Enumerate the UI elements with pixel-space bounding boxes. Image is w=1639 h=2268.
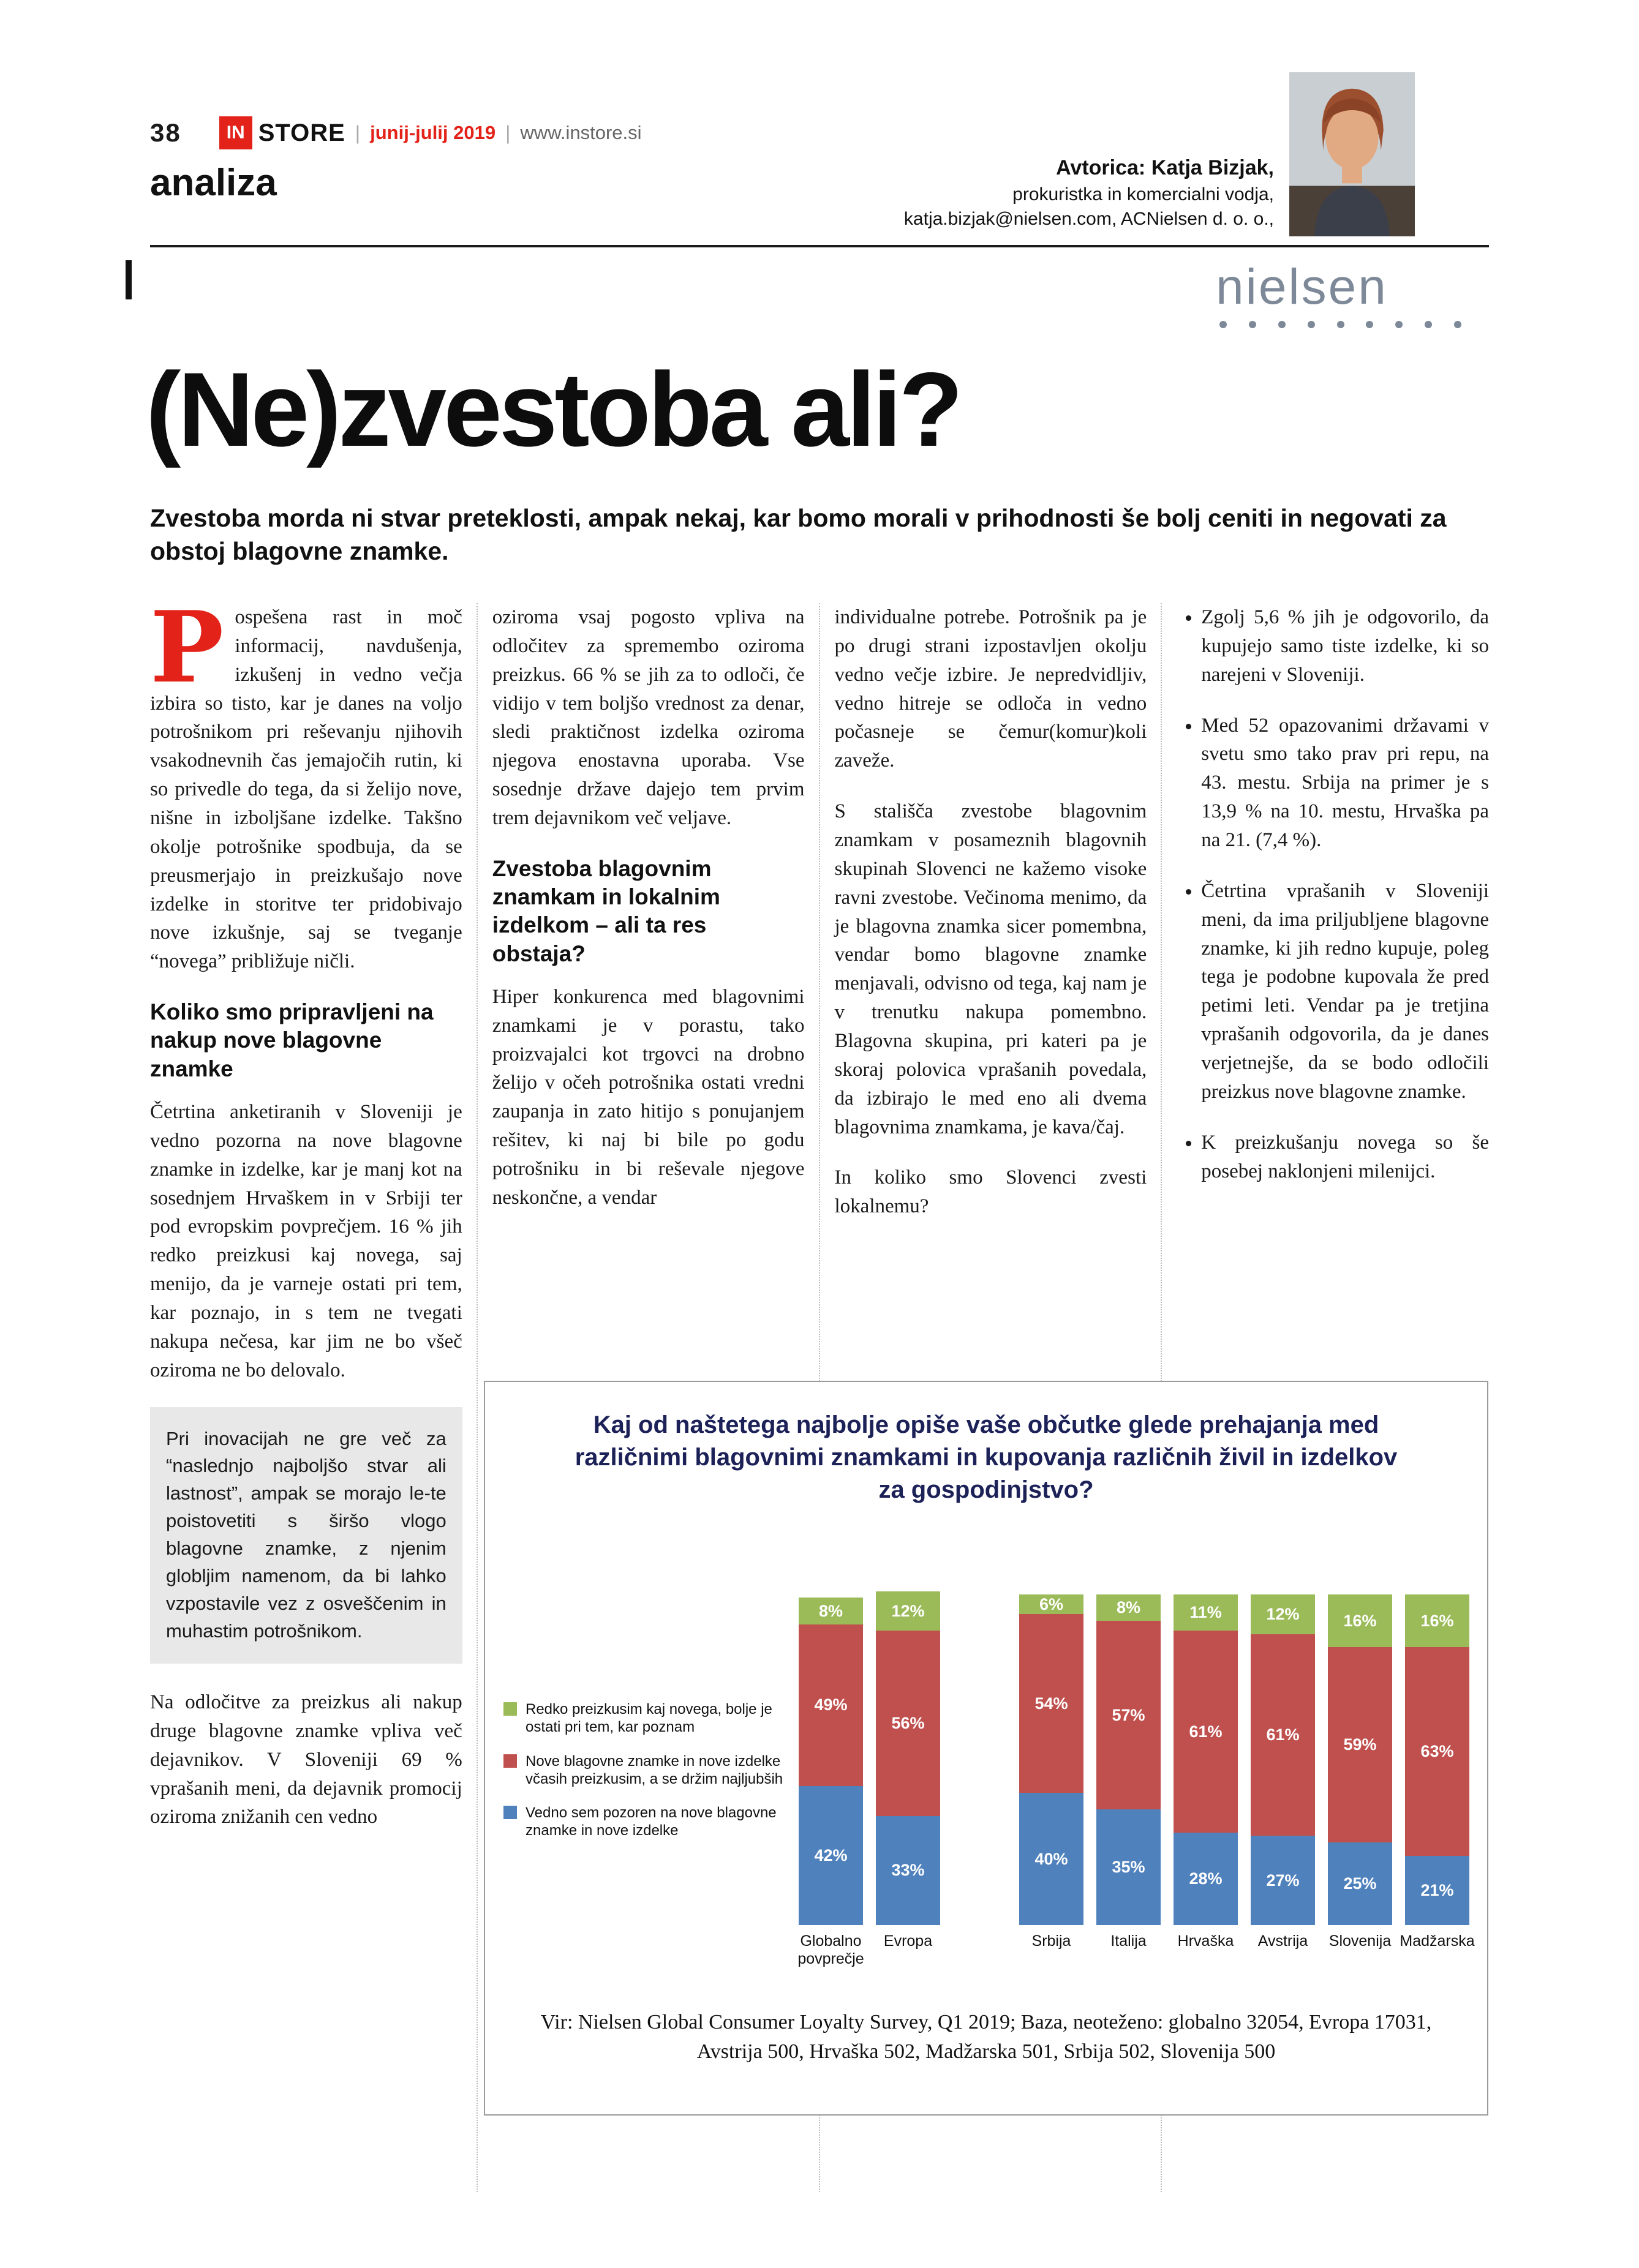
header-rule <box>150 245 1489 247</box>
legend-item <box>503 1752 793 1789</box>
bar-5 <box>1174 1594 1238 1989</box>
bar-value-label: 35% <box>1112 1858 1145 1876</box>
list-item: • K preizkušanju novega so še posebej naklonjeni milenijci. <box>1201 1128 1489 1186</box>
bar-7 <box>1328 1594 1392 1989</box>
nielsen-wordmark: nielsen <box>1216 259 1388 315</box>
bar-segment <box>1405 1594 1469 1647</box>
bar-stack <box>799 1598 863 1925</box>
chart-source: Vir: Nielsen Global Consumer Loyalty Survey, Q1 2019; Baza, neoteženo: globalno 32054, Evropa 17031, Avstrija 500, Hrvaška 502, Madžarska 501, Srbija 502, Slovenija 500 <box>540 2011 1432 2063</box>
section-label: analiza <box>150 162 277 204</box>
bar-stack <box>1405 1594 1469 1925</box>
legend-item <box>503 1804 793 1840</box>
drop-cap: P <box>150 590 224 705</box>
bar-value-label: 21% <box>1420 1880 1454 1899</box>
bar-value-label: 42% <box>814 1846 848 1865</box>
author-photo-image <box>1289 72 1415 236</box>
bar-segment <box>799 1786 863 1925</box>
page-header <box>150 116 642 149</box>
bar-segment <box>1096 1594 1161 1621</box>
website-url: www.instore.si <box>520 122 642 143</box>
bar-segment <box>1019 1793 1083 1925</box>
bar-segment <box>1405 1856 1469 1925</box>
bar-category-label: Globalno povprečje <box>797 1932 864 1967</box>
bar-stack <box>1328 1594 1392 1925</box>
bar-3 <box>1019 1594 1083 1989</box>
paragraph: Četrtina anketiranih v Sloveniji je vedno pozorna na nove blagovne znamke in izdelke, kar je manj kot na sosednjem Hrvaškem in v Srbiji ter pod evropskim povprečjem. 16 % jih redko preizkusi kaj novega, saj menijo, da je varneje ostati pri tem, kar poznajo, in s tem ne tvegati nakupa nečesa, kar jim ne bo všeč oziroma ne bo delovalo. <box>150 1100 462 1381</box>
legend-swatch-icon <box>503 1754 517 1768</box>
bar-category-label: Slovenija <box>1328 1932 1392 1950</box>
bar-segment <box>1019 1614 1083 1793</box>
article-headline: (Ne)zvestoba ali? <box>146 351 960 469</box>
paragraph: Hiper konkurenca med blagovnimi znamkami je v porastu, tako proizvajalci kot trgovci na drobno želijo v očeh potrošnika ostati vredni zaupanja in zato hitijo s ponujanjem rešitev, ki naj bi bile po godu potrošniku in bi reševale njegove neskončne, a vendar <box>492 985 805 1209</box>
bar-stack <box>1096 1594 1161 1925</box>
bar-2 <box>876 1591 940 1989</box>
bar-stack <box>1174 1594 1238 1925</box>
bar-value-label: 61% <box>1266 1725 1300 1744</box>
bar-value-label: 8% <box>1116 1598 1141 1617</box>
legend-item <box>503 1700 793 1737</box>
bullet-list <box>1177 603 1489 1185</box>
bar-segment <box>876 1631 940 1816</box>
bar-value-label: 12% <box>1266 1604 1300 1623</box>
instore-logo-text: STORE <box>258 119 345 146</box>
bar-stack <box>876 1591 940 1925</box>
bar-segment <box>1096 1809 1161 1925</box>
list-item: • Četrtina vprašanih v Sloveniji meni, da ima priljubljene blagovne znamke, ki jih redno kupuje, poleg tega je podobne kupovala že pred petimi leti. Vendar pa je tretjina vprašanih odgovorila, da je danes verjetnejše, da se bodo odločili preizkus nove blagovne znamke. <box>1201 877 1489 1106</box>
header-divider: | <box>355 121 361 144</box>
bar-segment <box>1019 1594 1083 1614</box>
bar-category-label: Evropa <box>883 1932 933 1950</box>
legend-label: Vedno sem pozoren na nove blagovne znamke in nove izdelke <box>526 1804 777 1839</box>
nielsen-dots-icon <box>1219 321 1461 328</box>
instore-logo-icon: IN <box>219 116 252 149</box>
list-item: • Med 52 opazovanimi državami v svetu smo tako prav pri repu, na 43. mestu. Srbija na primer je s 13,9 % na 10. mestu, Hrvaška pa na 21. (7,4 %). <box>1201 712 1489 855</box>
paragraph: S stališča zvestobe blagovnim znamkam v posameznih blagovnih skupinah Slovenci ne kažemo visoke ravni zvestobe. Večinoma menimo, da je blagovna znamka sicer pomembna, vendar bomo blagovne znamke menjavali, odvisno od tega, kaj nam je v trenutku nakupa pomembno. Blagovna skupina, pri kateri pa je skoraj polovica vprašanih povedala, da izbirajo le med eno ali dvema blagovnima znamkama, je kava/čaj. <box>834 800 1147 1138</box>
bar-8 <box>1400 1594 1475 1989</box>
bar-4 <box>1096 1594 1161 1989</box>
paragraph: individualne potrebe. Potrošnik pa je po drugi strani izpostavljen okolju vedno večje izbire. Je nepredvidljiv, vedno hitreje se odloča in vedno počasneje se čemur(komur)koli zaveže. <box>834 606 1147 772</box>
bar-stack <box>1251 1594 1315 1925</box>
header-divider: | <box>505 121 511 144</box>
nielsen-logo <box>1216 259 1488 328</box>
chart-legend <box>503 1700 793 1840</box>
bar-segment <box>1328 1842 1392 1925</box>
bar-category-label: Avstrija <box>1257 1932 1308 1950</box>
bar-value-label: 40% <box>1034 1849 1068 1868</box>
paragraph: oziroma vsaj pogosto vpliva na odločitev za spremembo oziroma preizkus. 66 % se jih za to odloči, če vidijo v tem boljšo vrednost za denar, sledi praktičnost izdelka oziroma njegova enostavna uporaba. Vse sosednje države dajejo tem prvim trem dejavnikom več veljave. <box>492 606 805 830</box>
bar-segment <box>876 1591 940 1631</box>
author-name: Avtorica: Katja Bizjak, <box>1056 156 1274 179</box>
pull-quote-box: Pri inovacijah ne gre več za “naslednjo najboljšo stvar ali lastnost”, ampak se morajo le-te poistovetiti s širšo vlogo blagovne znamke, z njenim globljim namenom, da bi lahko vzpostavile vez z osveščenim in muhastim potrošnikom. <box>150 1407 462 1664</box>
bar-value-label: 63% <box>1420 1742 1454 1761</box>
chart-bars <box>797 1591 1475 1989</box>
bar-segment <box>799 1624 863 1787</box>
bar-category-label: Italija <box>1110 1932 1147 1950</box>
legend-label: Nove blagovne znamke in nove izdelke včasih preizkusim, a se držim najljubših <box>526 1752 783 1787</box>
bar-segment <box>1174 1631 1238 1832</box>
author-photo <box>1289 72 1415 236</box>
paragraph <box>150 590 462 976</box>
bar-value-label: 54% <box>1034 1694 1068 1713</box>
paragraph-text: ospešena rast in moč informacij, navdušenja, izkušenj in vedno večja izbira so tisto, kar je danes na voljo potrošnikom pri reševanju njihovih vsakodnevnih čas jemajočih rutin, ki so privedle do tega, da si želijo nove, nišne in izboljšane izdelke. Takšno okolje potrošnike spodbuja, da se preusmerjajo in preizkušajo nove izdelke in storitve ter pridobivajo nove izkušnje, saj se tveganje “novega” približuje ničli. <box>150 606 462 973</box>
bar-value-label: 57% <box>1112 1705 1145 1724</box>
bar-segment <box>1174 1594 1238 1631</box>
bar-value-label: 16% <box>1343 1611 1377 1630</box>
bar-value-label: 59% <box>1343 1735 1377 1754</box>
bar-segment <box>799 1598 863 1624</box>
bar-value-label: 61% <box>1189 1722 1223 1741</box>
bar-segment <box>876 1816 940 1925</box>
article-lead: Zvestoba morda ni stvar preteklosti, ampak nekaj, kar bomo morali v prihodnosti še bolj ceniti in negovati za obstoj blagovne znamke. <box>150 504 1447 566</box>
bar-value-label: 12% <box>891 1601 925 1620</box>
bar-stack <box>1019 1594 1083 1925</box>
bar-value-label: 27% <box>1266 1871 1300 1890</box>
bar-category-label: Hrvaška <box>1177 1932 1234 1950</box>
chart <box>484 1381 1488 2116</box>
bar-6 <box>1251 1594 1315 1989</box>
list-item: • Zgolj 5,6 % jih je odgovorilo, da kupujejo samo tiste izdelke, ki so narejeni v Sloveniji. <box>1201 603 1489 689</box>
issue-date: junij-julij 2019 <box>370 122 496 143</box>
bar-value-label: 28% <box>1189 1869 1223 1888</box>
margin-tick-mark <box>126 260 132 299</box>
bar-value-label: 8% <box>818 1601 843 1620</box>
bar-value-label: 11% <box>1189 1603 1222 1622</box>
bar-segment <box>1328 1647 1392 1842</box>
bar-segment <box>1251 1836 1315 1925</box>
paragraph: Na odločitve za preizkus ali nakup druge blagovne znamke vpliva več dejavnikov. V Sloveniji 69 % vprašanih meni, da dejavnik promocij oziroma znižanih cen vedno <box>150 1691 462 1828</box>
author-role: prokuristka in komercialni vodja, <box>1012 184 1274 205</box>
column-1 <box>150 590 478 2192</box>
subheading: Koliko smo pripravljeni na nakup nove blagovne znamke <box>150 999 434 1081</box>
bar-1 <box>799 1598 863 1989</box>
bar-value-label: 56% <box>891 1714 925 1733</box>
subheading: Zvestoba blagovnim znamkam in lokalnim izdelkom – ali ta res obstaja? <box>492 855 720 966</box>
author-block <box>766 154 1274 232</box>
bar-segment <box>1096 1621 1161 1809</box>
bar-segment <box>1251 1594 1315 1634</box>
bar-value-label: 25% <box>1343 1874 1377 1893</box>
bar-value-label: 6% <box>1039 1594 1064 1613</box>
bar-value-label: 33% <box>891 1861 925 1880</box>
bar-value-label: 49% <box>814 1695 848 1714</box>
page-number: 38 <box>150 118 181 147</box>
bar-segment <box>1405 1647 1469 1855</box>
author-contact: katja.bizjak@nielsen.com, ACNielsen d. o. o., <box>903 209 1274 230</box>
bar-value-label: 16% <box>1420 1611 1454 1630</box>
bar-segment <box>1174 1833 1238 1925</box>
legend-swatch-icon <box>503 1702 517 1716</box>
paragraph: In koliko smo Slovenci zvesti lokalnemu? <box>834 1166 1147 1218</box>
bar-segment <box>1251 1634 1315 1836</box>
bar-category-label: Srbija <box>1031 1932 1071 1950</box>
chart-title: Kaj od naštetega najbolje opiše vaše občutke glede prehajanja med različnimi blagovnimi znamkami in kupovanja različnih živil in izdelkov za gospodinjstvo? <box>575 1411 1398 1503</box>
bar-category-label: Madžarska <box>1400 1932 1475 1950</box>
bar-segment <box>1328 1594 1392 1647</box>
legend-swatch-icon <box>503 1806 517 1819</box>
legend-label: Redko preizkusim kaj novega, bolje je ostati pri tem, kar poznam <box>526 1701 772 1736</box>
